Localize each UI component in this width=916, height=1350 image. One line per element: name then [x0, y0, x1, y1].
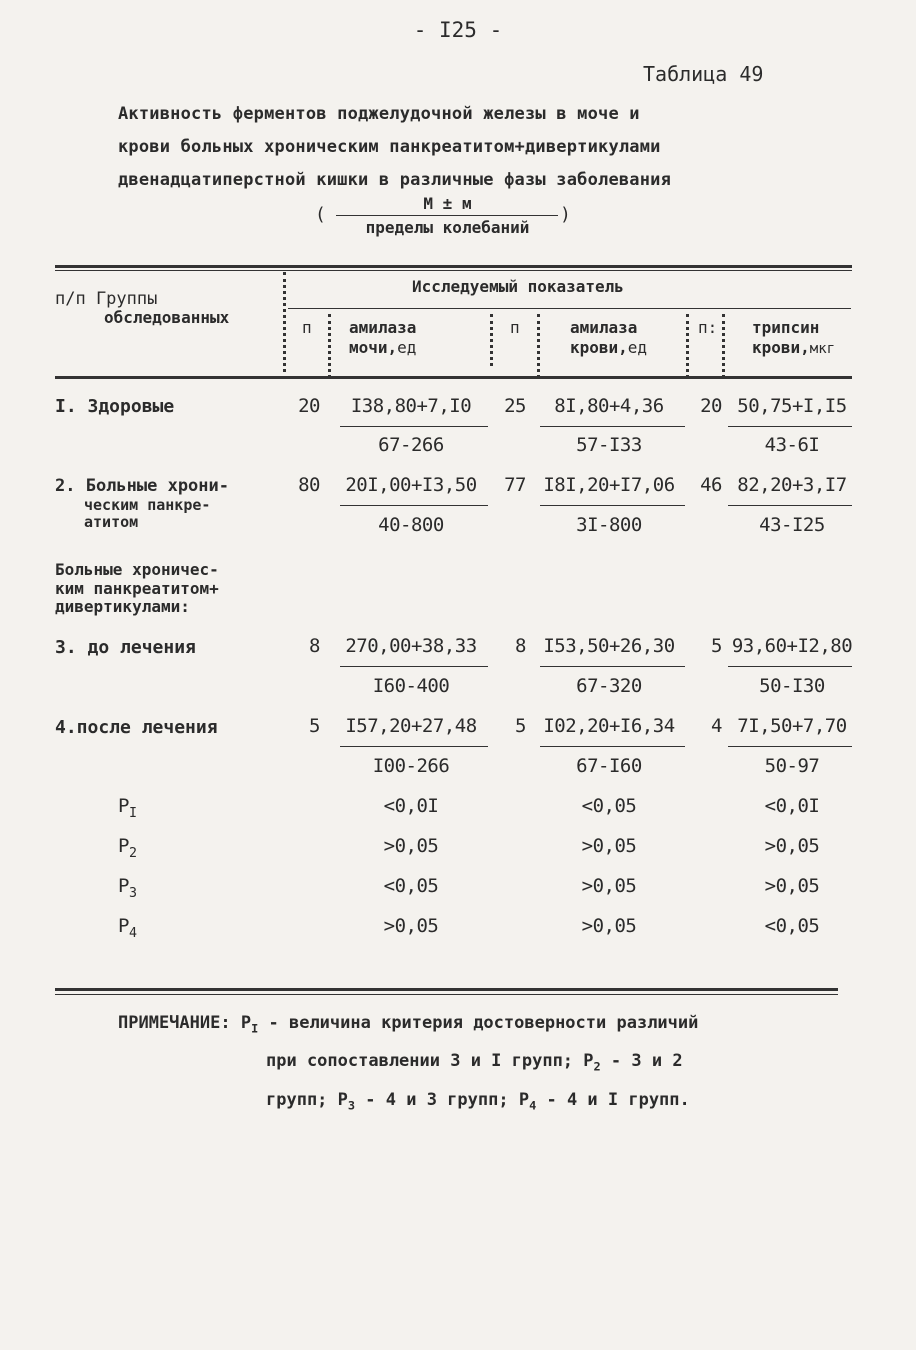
separator-group	[283, 272, 286, 372]
p-row-3-label: $P_3$	[118, 875, 137, 901]
header-group-2: обследованных	[104, 308, 230, 327]
formula-open: (	[315, 204, 326, 225]
page-number: - I25 -	[413, 18, 503, 42]
note-line-3: групп; $P_3 - 4$ и 3 групп; $P_4 - 4$ и I групп.	[266, 1090, 690, 1113]
row-2-r2: 3I-800	[576, 514, 642, 536]
row-4-bar-2	[540, 746, 685, 747]
formula-denominator: пределы колебаний	[365, 218, 530, 237]
subgroup-label-3: дивертикулами:	[55, 597, 190, 616]
row-2-v3: 82,20+3,I7	[737, 474, 847, 496]
note-line-1: ПРИМЕЧАНИЕ: $P_I$ - величина критерия достоверности различий	[118, 1013, 699, 1036]
p-row-1-v3: <0,0I	[764, 795, 820, 817]
p-row-2-v3: >0,05	[764, 835, 820, 857]
row-4-r3: 50-97	[764, 755, 820, 777]
row-2-v1: 20I,00+I3,50	[345, 474, 477, 496]
indicator-underline	[288, 308, 851, 309]
note-line-2: при сопоставлении 3 и I групп; $P_2 - 3$ и 2	[266, 1051, 683, 1074]
row-1-r3: 43-6I	[764, 434, 820, 456]
separator-3	[537, 314, 540, 378]
p-row-4-v2: >0,05	[581, 915, 637, 937]
row-1-bar-2	[540, 426, 685, 427]
row-2-r1: 40-800	[378, 514, 444, 536]
row-4-n1: 5	[309, 715, 320, 737]
row-2-n2: 77	[504, 474, 526, 496]
row-1-v2: 8I,80+4,36	[554, 395, 664, 417]
row-3-r3: 50-I30	[759, 675, 825, 697]
row-2-bar-2	[540, 505, 685, 506]
p-row-1-v1: <0,0I	[383, 795, 439, 817]
header-amylase-urine-1: амилаза	[349, 318, 417, 337]
row-1-v1: I38,80+7,I0	[350, 395, 472, 417]
row-1-bar-3	[728, 426, 852, 427]
row-4-label: 4.после лечения	[55, 717, 218, 738]
header-bottom-rule	[55, 376, 852, 379]
row-4-n3: 4	[711, 715, 722, 737]
row-3-n2: 8	[515, 635, 526, 657]
p-row-3-v3: >0,05	[764, 875, 820, 897]
subgroup-label-2: ким панкреатитом+	[55, 579, 219, 598]
table-top-rule-2	[55, 270, 852, 271]
row-3-r2: 67-320	[576, 675, 642, 697]
row-1-bar-1	[340, 426, 488, 427]
separator-2	[490, 314, 493, 366]
row-4-v2: I02,20+I6,34	[543, 715, 675, 737]
p-row-2-v2: >0,05	[581, 835, 637, 857]
row-4-n2: 5	[515, 715, 526, 737]
title-line-1: Активность ферментов поджелудочной железы в моче и	[118, 104, 640, 124]
separator-4	[686, 314, 689, 378]
row-3-bar-3	[728, 666, 852, 667]
header-indicator: Исследуемый показатель	[412, 277, 624, 296]
header-trypsin-1: трипсин	[752, 318, 820, 337]
p-row-1-v2: <0,05	[581, 795, 637, 817]
p-row-4-v1: >0,05	[383, 915, 439, 937]
p-row-3-v1: <0,05	[383, 875, 439, 897]
row-1-r1: 67-266	[378, 434, 444, 456]
row-4-r2: 67-I60	[576, 755, 642, 777]
formula-bar	[336, 215, 558, 216]
row-2-bar-3	[728, 505, 852, 506]
row-1-label: I. Здоровые	[55, 396, 175, 417]
table-bottom-rule-2	[55, 994, 838, 995]
row-4-bar-1	[340, 746, 488, 747]
p-row-2-v1: >0,05	[383, 835, 439, 857]
p-row-2-label: $P_2$	[118, 835, 137, 861]
row-3-r1: I60-400	[372, 675, 450, 697]
row-1-n2: 25	[504, 395, 526, 417]
subgroup-label-1: Больные хроничес-	[55, 560, 219, 579]
header-n-2: п	[510, 318, 520, 337]
row-3-n1: 8	[309, 635, 320, 657]
row-3-v3: 93,60+I2,80	[731, 635, 853, 657]
p-row-1-label: $P_I$	[118, 795, 137, 821]
header-amylase-blood-1: амилаза	[570, 318, 638, 337]
formula-close: )	[560, 204, 571, 225]
row-4-r1: I00-266	[372, 755, 450, 777]
header-num-group: п/п Группы	[55, 289, 158, 309]
row-1-n1: 20	[298, 395, 320, 417]
row-3-label: 3. до лечения	[55, 637, 196, 658]
title-line-3: двенадцатиперстной кишки в различные фазы заболевания	[118, 170, 672, 190]
row-1-v3: 50,75+I,I5	[737, 395, 847, 417]
p-row-4-label: $P_4$	[118, 915, 137, 941]
row-2-bar-1	[340, 505, 488, 506]
row-3-n3: 5	[711, 635, 722, 657]
row-4-bar-3	[728, 746, 852, 747]
row-2-n3: 46	[700, 474, 722, 496]
row-1-n3: 20	[700, 395, 722, 417]
p-row-3-v2: >0,05	[581, 875, 637, 897]
separator-5	[722, 314, 725, 378]
table-label: Таблица 49	[643, 62, 764, 86]
row-2-label-2: ческим панкре-	[84, 496, 211, 514]
header-trypsin-2: крови,мкг	[752, 338, 836, 357]
header-n-3: п:	[698, 318, 718, 337]
row-2-n1: 80	[298, 474, 320, 496]
row-1-r2: 57-I33	[576, 434, 642, 456]
row-2-label-1: 2. Больные хрони-	[55, 476, 229, 496]
row-3-v1: 270,00+38,33	[345, 635, 477, 657]
row-2-v2: I8I,20+I7,06	[543, 474, 675, 496]
row-3-v2: I53,50+26,30	[543, 635, 675, 657]
table-top-rule	[55, 265, 852, 268]
table-bottom-rule	[55, 988, 838, 991]
title-line-2: крови больных хроническим панкреатитом+дивертикулами	[118, 137, 661, 157]
p-row-4-v3: <0,05	[764, 915, 820, 937]
formula-numerator: М ± м	[423, 194, 472, 213]
header-n-1: п	[302, 318, 312, 337]
header-amylase-blood-2: крови,ед	[570, 338, 648, 357]
row-3-bar-2	[540, 666, 685, 667]
row-3-bar-1	[340, 666, 488, 667]
row-2-r3: 43-I25	[759, 514, 825, 536]
row-2-label-3: атитом	[84, 513, 139, 531]
row-4-v3: 7I,50+7,70	[737, 715, 847, 737]
row-4-v1: I57,20+27,48	[345, 715, 477, 737]
separator-1	[328, 314, 331, 378]
header-amylase-urine-2: мочи,ед	[349, 338, 417, 357]
